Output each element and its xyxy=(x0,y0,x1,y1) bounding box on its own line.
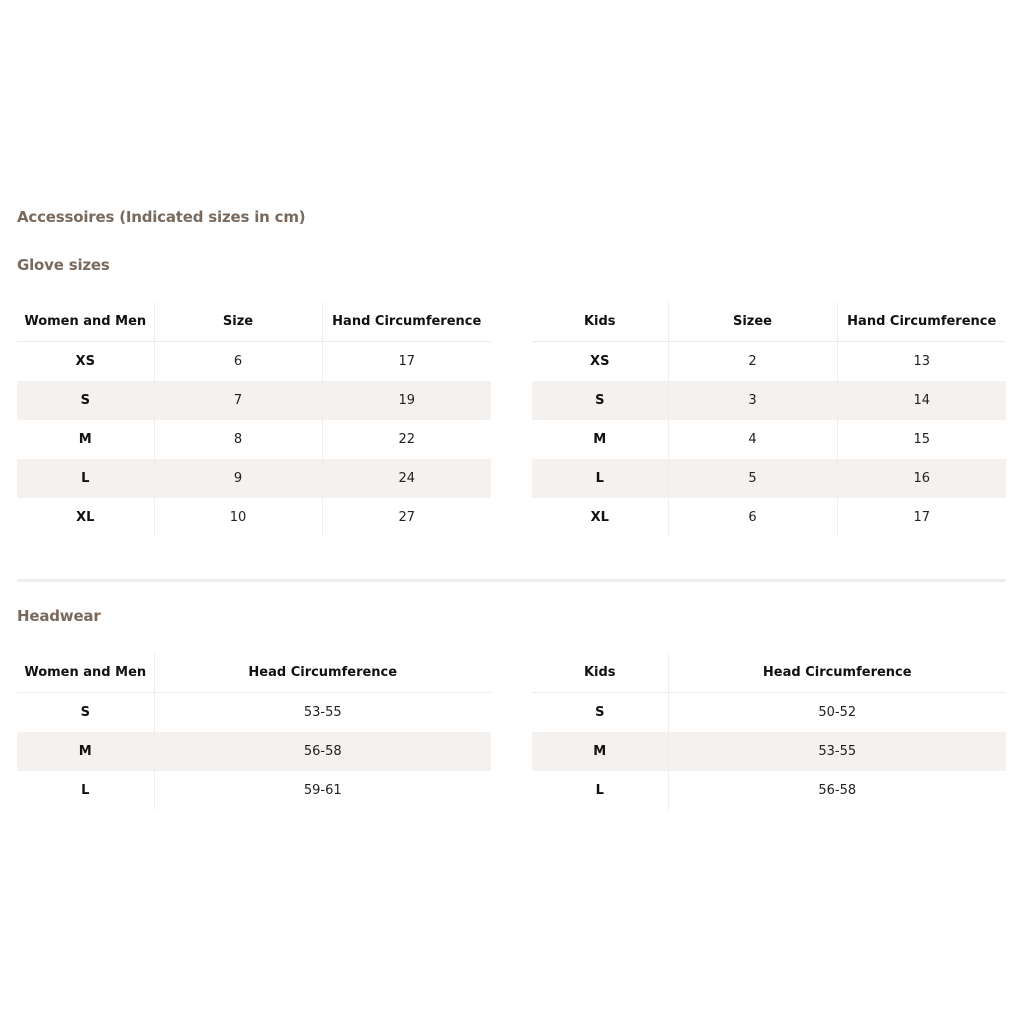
column-header: Women and Men xyxy=(17,653,154,693)
table-row xyxy=(532,342,1006,382)
table-row xyxy=(532,732,1006,771)
section-divider xyxy=(17,579,1006,582)
column-header: Women and Men xyxy=(17,302,154,342)
size-label-cell: S xyxy=(532,381,668,420)
table-header-row xyxy=(17,653,491,693)
size-cell: 6 xyxy=(154,342,322,382)
head-circumference-cell: 53-55 xyxy=(154,693,491,733)
size-label-cell: L xyxy=(81,783,90,798)
size-label-cell: L xyxy=(17,459,154,498)
column-header: Size xyxy=(154,302,322,342)
hand-circumference-cell: 15 xyxy=(837,420,1006,459)
size-label-cell: M xyxy=(17,732,154,771)
glove-women-men-table xyxy=(17,302,491,537)
size-label-cell: M xyxy=(78,432,92,447)
size-label-cell: XS xyxy=(75,354,95,369)
table-row xyxy=(17,420,491,459)
size-cell: 5 xyxy=(668,459,837,498)
size-cell: 6 xyxy=(668,498,837,537)
hand-circumference-cell: 16 xyxy=(837,459,1006,498)
hand-circumference-cell: 13 xyxy=(837,342,1006,382)
table-row xyxy=(532,771,1006,810)
hand-circumference-cell: 24 xyxy=(322,459,491,498)
size-label-cell: L xyxy=(595,783,604,798)
table-row xyxy=(532,459,1006,498)
headwear-kids-table xyxy=(532,653,1006,810)
size-cell: 9 xyxy=(154,459,322,498)
size-label-cell: M xyxy=(593,432,607,447)
glove-sizes-heading: Glove sizes xyxy=(17,256,110,274)
table-header-row xyxy=(532,302,1006,342)
column-header: Kids xyxy=(532,653,668,693)
size-label-cell: S xyxy=(80,705,90,720)
table-row xyxy=(17,459,491,498)
head-circumference-cell: 56-58 xyxy=(154,732,491,771)
hand-circumference-cell: 17 xyxy=(837,498,1006,537)
size-label-cell: M xyxy=(532,732,668,771)
table-row xyxy=(17,498,491,537)
table-row xyxy=(532,693,1006,733)
column-header: Head Circumference xyxy=(668,653,1006,693)
hand-circumference-cell: 19 xyxy=(322,381,491,420)
headwear-women-men-table xyxy=(17,653,491,810)
size-cell: 4 xyxy=(668,420,837,459)
size-cell: 3 xyxy=(668,381,837,420)
size-label-cell: XL xyxy=(76,510,95,525)
size-label-cell: S xyxy=(17,381,154,420)
hand-circumference-cell: 17 xyxy=(322,342,491,382)
column-header: Head Circumference xyxy=(154,653,491,693)
size-label-cell: XL xyxy=(590,510,609,525)
size-label-cell: L xyxy=(532,459,668,498)
column-header: Hand Circumference xyxy=(322,302,491,342)
column-header: Kids xyxy=(532,302,668,342)
table-row xyxy=(17,693,491,733)
column-header: Sizee xyxy=(668,302,837,342)
size-label-cell: XS xyxy=(590,354,610,369)
size-cell: 7 xyxy=(154,381,322,420)
table-row xyxy=(17,342,491,382)
head-circumference-cell: 50-52 xyxy=(668,693,1006,733)
table-row xyxy=(532,420,1006,459)
head-circumference-cell: 56-58 xyxy=(668,771,1006,810)
hand-circumference-cell: 14 xyxy=(837,381,1006,420)
size-cell: 8 xyxy=(154,420,322,459)
size-cell: 10 xyxy=(154,498,322,537)
hand-circumference-cell: 27 xyxy=(322,498,491,537)
column-header: Hand Circumference xyxy=(837,302,1006,342)
head-circumference-cell: 53-55 xyxy=(668,732,1006,771)
hand-circumference-cell: 22 xyxy=(322,420,491,459)
glove-kids-table xyxy=(532,302,1006,537)
page-title: Accessoires (Indicated sizes in cm) xyxy=(17,208,306,226)
headwear-heading: Headwear xyxy=(17,607,101,625)
table-row xyxy=(532,381,1006,420)
size-cell: 2 xyxy=(668,342,837,382)
table-row xyxy=(17,771,491,810)
head-circumference-cell: 59-61 xyxy=(154,771,491,810)
table-header-row xyxy=(17,302,491,342)
table-row xyxy=(17,732,491,771)
size-label-cell: S xyxy=(595,705,605,720)
table-header-row xyxy=(532,653,1006,693)
table-row xyxy=(532,498,1006,537)
table-row xyxy=(17,381,491,420)
